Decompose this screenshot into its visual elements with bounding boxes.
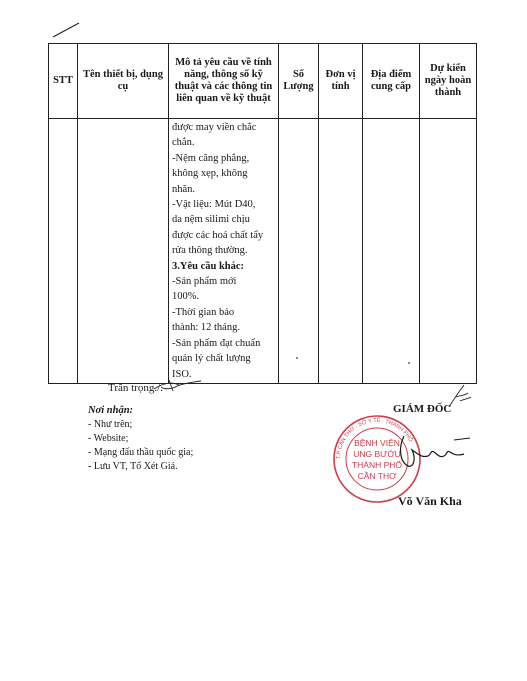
table-header-row bbox=[49, 44, 477, 119]
cell-equipment-name bbox=[78, 119, 169, 384]
description-line: được các hoá chất tẩy bbox=[172, 229, 264, 241]
cell-stt bbox=[49, 119, 78, 384]
seal-ring-text: T.P CẦN THƠ · SỞ Y TẾ · THÀNH PHỐ bbox=[335, 417, 414, 460]
director-title: GIÁM ĐỐC bbox=[393, 403, 452, 415]
description-line: -Vật liệu: Mút D40, bbox=[172, 199, 256, 211]
seal-line: THÀNH PHỐ bbox=[351, 460, 403, 470]
description-line: -Sản phẩm đạt chuẩn bbox=[172, 337, 261, 349]
col-header-location: Địa điểm cung cấp bbox=[363, 44, 420, 119]
description-line: chắn. bbox=[172, 137, 195, 149]
cell-description bbox=[169, 119, 279, 384]
col-header-description: Mô tả yêu cầu về tính năng, thông số kỹ thuật và các thông tin liên quan về kỹ thuật bbox=[169, 44, 279, 119]
cell-location bbox=[363, 119, 420, 384]
initial-signature bbox=[151, 377, 203, 393]
description-line: 100%. bbox=[172, 291, 200, 303]
description-line: nhăn. bbox=[172, 183, 196, 195]
description-line: không xẹp, không bbox=[172, 168, 248, 180]
description-line: được may viền chắc bbox=[172, 122, 257, 133]
recipients-block bbox=[88, 404, 193, 474]
cell-completion-date bbox=[420, 119, 477, 384]
description-line: ISO. bbox=[172, 368, 192, 380]
seal-line: BỆNH VIỆN bbox=[354, 438, 400, 448]
recipients-title: Nơi nhận: bbox=[88, 405, 134, 416]
scan-speck bbox=[408, 362, 410, 364]
description-line: thành: 12 tháng. bbox=[172, 322, 240, 334]
recipient-item: - Lưu VT, Tổ Xét Giá. bbox=[88, 461, 178, 472]
scan-mark bbox=[52, 22, 80, 38]
col-header-completion-date: Dự kiến ngày hoàn thành bbox=[420, 44, 477, 119]
scan-speck bbox=[296, 357, 298, 359]
description-line: rửa thông thường. bbox=[172, 245, 248, 257]
table-row bbox=[49, 119, 477, 384]
description-line: quản lý chất lượng bbox=[172, 353, 251, 365]
closing-greeting: Trân trọng./. bbox=[108, 382, 163, 394]
description-line: -Nệm căng phẳng, bbox=[172, 152, 250, 164]
cell-quantity bbox=[279, 119, 319, 384]
col-header-equipment-name: Tên thiết bị, dụng cụ bbox=[78, 44, 169, 119]
col-header-unit: Đơn vị tính bbox=[319, 44, 363, 119]
cell-unit bbox=[319, 119, 363, 384]
director-name: Võ Văn Kha bbox=[398, 494, 462, 508]
seal-line: UNG BƯỚU bbox=[353, 449, 401, 459]
seal-line: CẦN THƠ bbox=[357, 471, 397, 481]
description-line: da nệm silimi chịu bbox=[172, 214, 250, 226]
recipient-item: - Website; bbox=[88, 433, 129, 444]
recipient-item: - Như trên; bbox=[88, 419, 133, 430]
director-signature bbox=[394, 428, 472, 474]
director-initial-mark bbox=[446, 381, 472, 409]
description-line: 3.Yêu cầu khác: bbox=[172, 260, 245, 272]
description-line: -Sản phẩm mới bbox=[172, 276, 237, 288]
specification-table bbox=[48, 43, 477, 384]
col-header-stt: STT bbox=[49, 44, 78, 119]
recipient-item: - Mạng đấu thầu quốc gia; bbox=[88, 447, 194, 458]
col-header-quantity: Số Lượng bbox=[279, 44, 319, 119]
description-line: -Thời gian bảo bbox=[172, 306, 235, 318]
